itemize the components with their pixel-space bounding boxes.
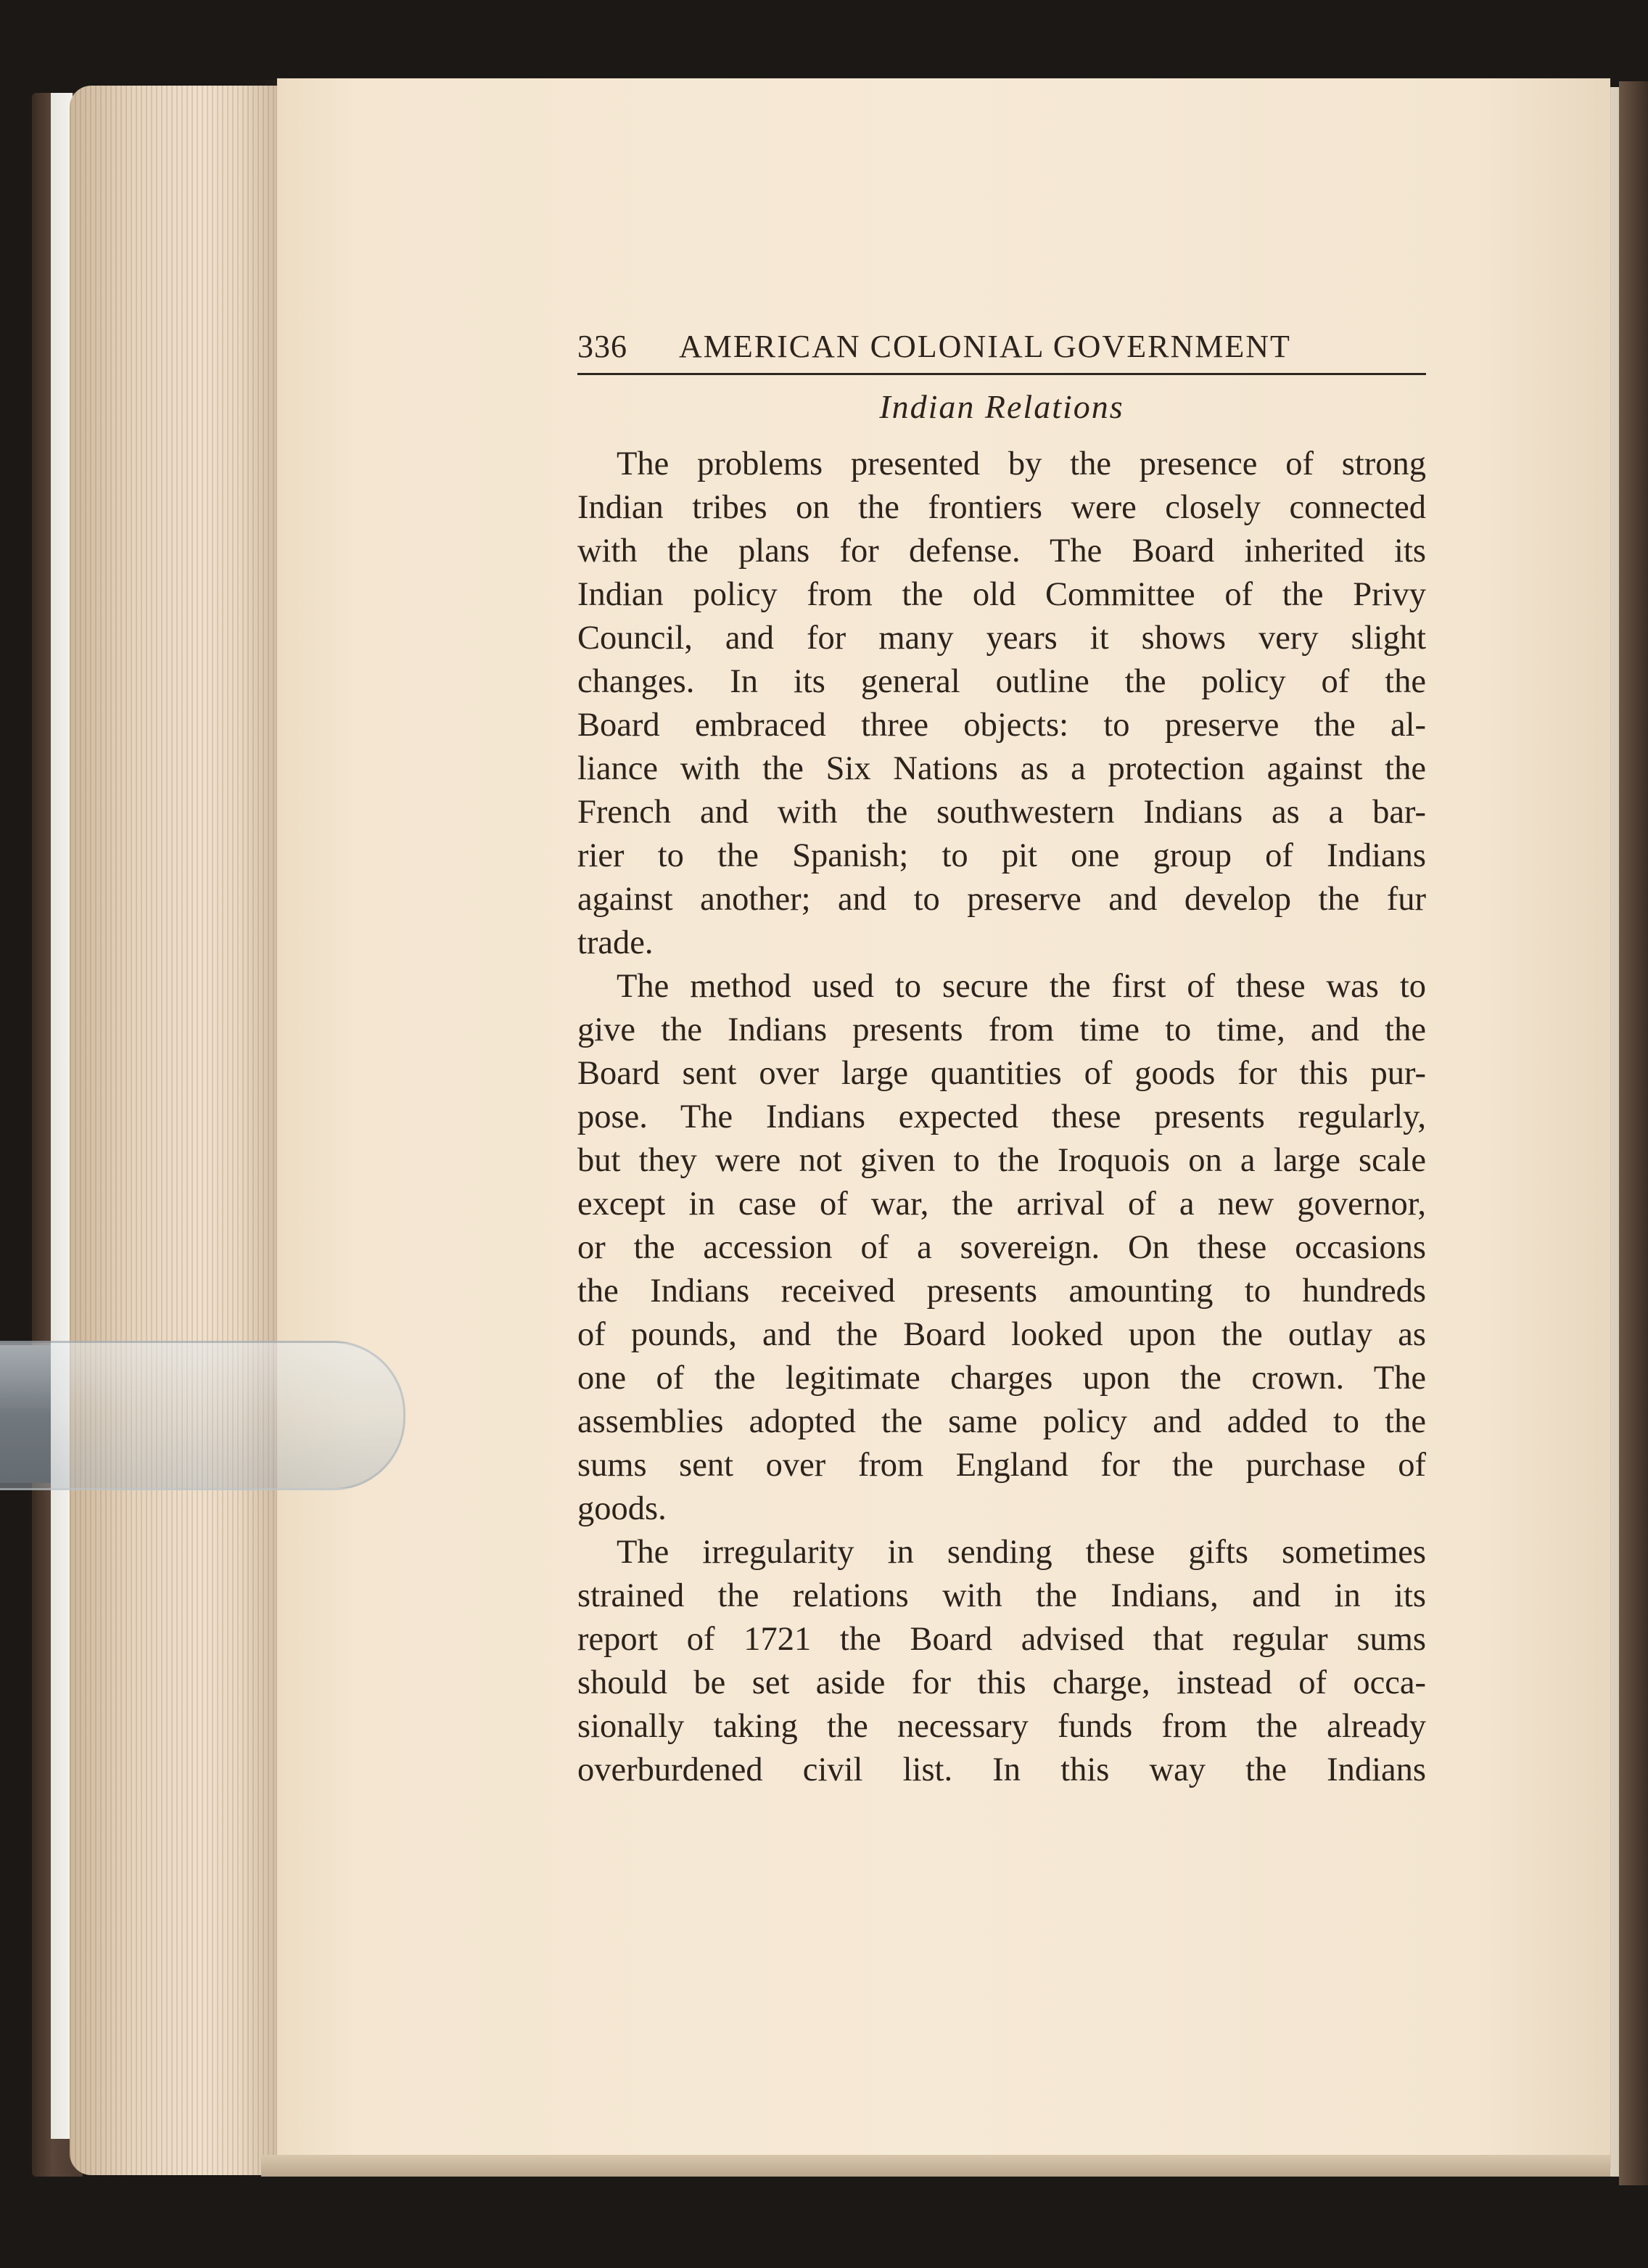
text-line: pose. The Indians expected these presents regularly, bbox=[577, 1098, 1426, 1135]
text-line: The method used to secure the first of these was to bbox=[617, 968, 1426, 1005]
text-line: liance with the Six Nations as a protection against the bbox=[577, 750, 1426, 787]
text-line: one of the legitimate charges upon the crown. The bbox=[577, 1360, 1426, 1397]
book-title: AMERICAN COLONIAL GOVERNMENT bbox=[679, 329, 1291, 364]
text-line: French and with the southwestern Indians as a bar- bbox=[577, 794, 1426, 831]
text-line: against another; and to preserve and develop the fur bbox=[577, 881, 1426, 918]
text-line: strained the relations with the Indians, and in its bbox=[577, 1577, 1426, 1614]
bookmark-clip bbox=[0, 1341, 405, 1490]
text-line: overburdened civil list. In this way the Indians bbox=[577, 1751, 1426, 1788]
text-line: but they were not given to the Iroquois on a large scale bbox=[577, 1142, 1426, 1179]
text-line: sums sent over from England for the purchase of bbox=[577, 1447, 1426, 1484]
text-line: the Indians received presents amounting to hundreds bbox=[577, 1273, 1426, 1310]
text-line: give the Indians presents from time to time, and the bbox=[577, 1011, 1426, 1048]
text-line: The irregularity in sending these gifts sometimes bbox=[617, 1534, 1426, 1571]
text-line: of pounds, and the Board looked upon the outlay as bbox=[577, 1316, 1426, 1353]
text-line: Board sent over large quantities of goods for this pur- bbox=[577, 1055, 1426, 1092]
text-line: except in case of war, the arrival of a new governor, bbox=[577, 1186, 1426, 1223]
text-line: goods. bbox=[577, 1490, 667, 1527]
text-line: assemblies adopted the same policy and added to the bbox=[577, 1403, 1426, 1440]
running-head bbox=[577, 321, 1426, 375]
text-line: The problems presented by the presence of strong bbox=[617, 445, 1426, 482]
text-line: Council, and for many years it shows very slight bbox=[577, 620, 1426, 657]
text-line: sionally taking the necessary funds from the already bbox=[577, 1708, 1426, 1745]
text-line: trade. bbox=[577, 924, 654, 961]
section-title: Indian Relations bbox=[879, 388, 1124, 425]
text-line: report of 1721 the Board advised that regular sums bbox=[577, 1621, 1426, 1658]
page-number: 336 bbox=[577, 329, 627, 364]
text-line: Board embraced three objects: to preserve the al- bbox=[577, 707, 1426, 744]
text-line: Indian policy from the old Committee of the Privy bbox=[577, 576, 1426, 613]
text-line: or the accession of a sovereign. On these occasions bbox=[577, 1229, 1426, 1266]
book-cover-right bbox=[1619, 81, 1648, 2185]
text-line: should be set aside for this charge, instead of occa- bbox=[577, 1664, 1426, 1701]
text-line: changes. In its general outline the policy of the bbox=[577, 663, 1426, 700]
page-bottom-edge bbox=[261, 2155, 1610, 2177]
body-text bbox=[577, 443, 1426, 1792]
text-line: rier to the Spanish; to pit one group of Indians bbox=[577, 837, 1426, 874]
text-line: with the plans for defense. The Board inherited its bbox=[577, 533, 1426, 570]
text-line: Indian tribes on the frontiers were closely connected bbox=[577, 489, 1426, 526]
